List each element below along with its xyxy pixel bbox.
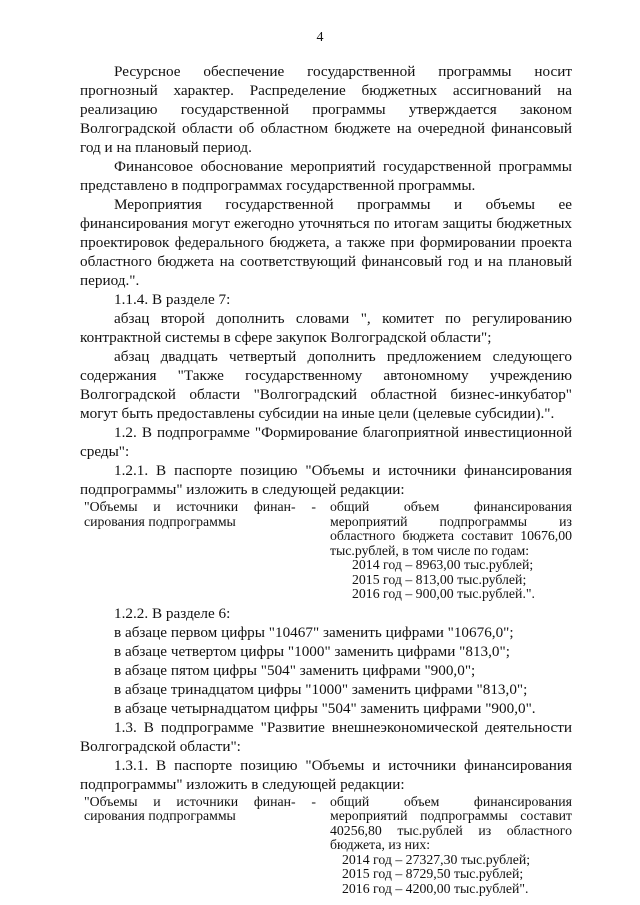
funding-year-2016: 2016 год – 4200,00 тыс.рублей". [342,880,529,896]
funding-table-1-label: "Объемы и источники финан- - сирования подпрограммы [84,499,316,529]
funding-total-text: общий объем финансирования мероприятий подпрограммы из областного бюджета составит 10676,00 тыс.рублей, в том числе по годам: [330,499,572,558]
funding-year-2015: 2015 год – 813,00 тыс.рублей; [352,571,527,587]
paragraph: 1.3.1. В паспорте позицию "Объемы и источники финансирования подпрограммы" изложить в следующей редакции: [80,756,572,793]
section-heading: 1.1.4. В разделе 7: [114,291,231,308]
funding-total-text: общий объем финансирования мероприятий подпрограммы составит 40256,80 тыс.рублей из областного бюджета, из них: [330,793,572,852]
funding-table-2-label: "Объемы и источники финан- - сирования подпрограммы [84,793,316,823]
paragraph: в абзаце четвертом цифры "1000" заменить цифрами "813,0"; [114,642,510,660]
funding-year-2016: 2016 год – 900,00 тыс.рублей.". [352,586,535,601]
funding-table-2 [80,795,572,897]
paragraph: в абзаце первом цифры "10467" заменить цифрами "10676,0"; [114,623,514,641]
section-heading: 1.2.2. В разделе 6: [114,604,231,622]
section-heading: 1.3. В подпрограмме "Развитие внешнеэкономической деятельности Волгоградской области": [80,718,572,755]
funding-table-2-value [316,795,572,897]
paragraph: Финансовое обоснование мероприятий государственной программы представлено в подпрограммах государственной программы. [80,158,572,194]
funding-year-2015: 2015 год – 8729,50 тыс.рублей; [342,866,524,881]
paragraph: в абзаце четырнадцатом цифры "504" заменить цифрами "900,0". [114,699,536,717]
section-heading: 1.2. В подпрограмме "Формирование благоприятной инвестиционной среды": [80,424,572,460]
paragraph: Ресурсное обеспечение государственной программы носит прогнозный характер. Распределение бюджетных ассигнований на реализацию государственной программы утверждается законом Волгоградской области об областном бюджете на очередной финансовый год и на плановый период. [80,63,572,156]
paragraph: абзац двадцать четвертый дополнить предложением следующего содержания "Также государственному автономному учреждению Волгоградской области "Волгоградский областной бизнес-инкубатор" могут быть предоставлены субсидии на иные цели (целевые субсидии).". [80,348,572,422]
paragraph: в абзаце тринадцатом цифры "1000" заменить цифрами "813,0"; [114,680,528,698]
paragraph: 1.2.1. В паспорте позицию "Объемы и источники финансирования подпрограммы" изложить в следующей редакции: [80,462,572,498]
paragraph: абзац второй дополнить словами ", комитет по регулированию контрактной системы в сфере закупок Волгоградской области"; [80,310,572,346]
funding-year-2014: 2014 год – 8963,00 тыс.рублей; [352,557,534,572]
document-body [80,62,572,898]
paragraph: в абзаце пятом цифры "504" заменить цифрами "900,0"; [114,661,476,679]
funding-table-1 [80,500,572,602]
paragraph: Мероприятия государственной программы и объемы ее финансирования могут ежегодно уточняться по итогам защиты бюджетных проектировок федерального бюджета, а также при формировании проекта областного бюджета на соответствующий финансовый год и на плановый период.". [80,196,572,289]
funding-table-1-value [316,500,572,602]
page-number: 4 [316,30,324,45]
funding-year-2014: 2014 год – 27327,30 тыс.рублей; [342,851,531,867]
